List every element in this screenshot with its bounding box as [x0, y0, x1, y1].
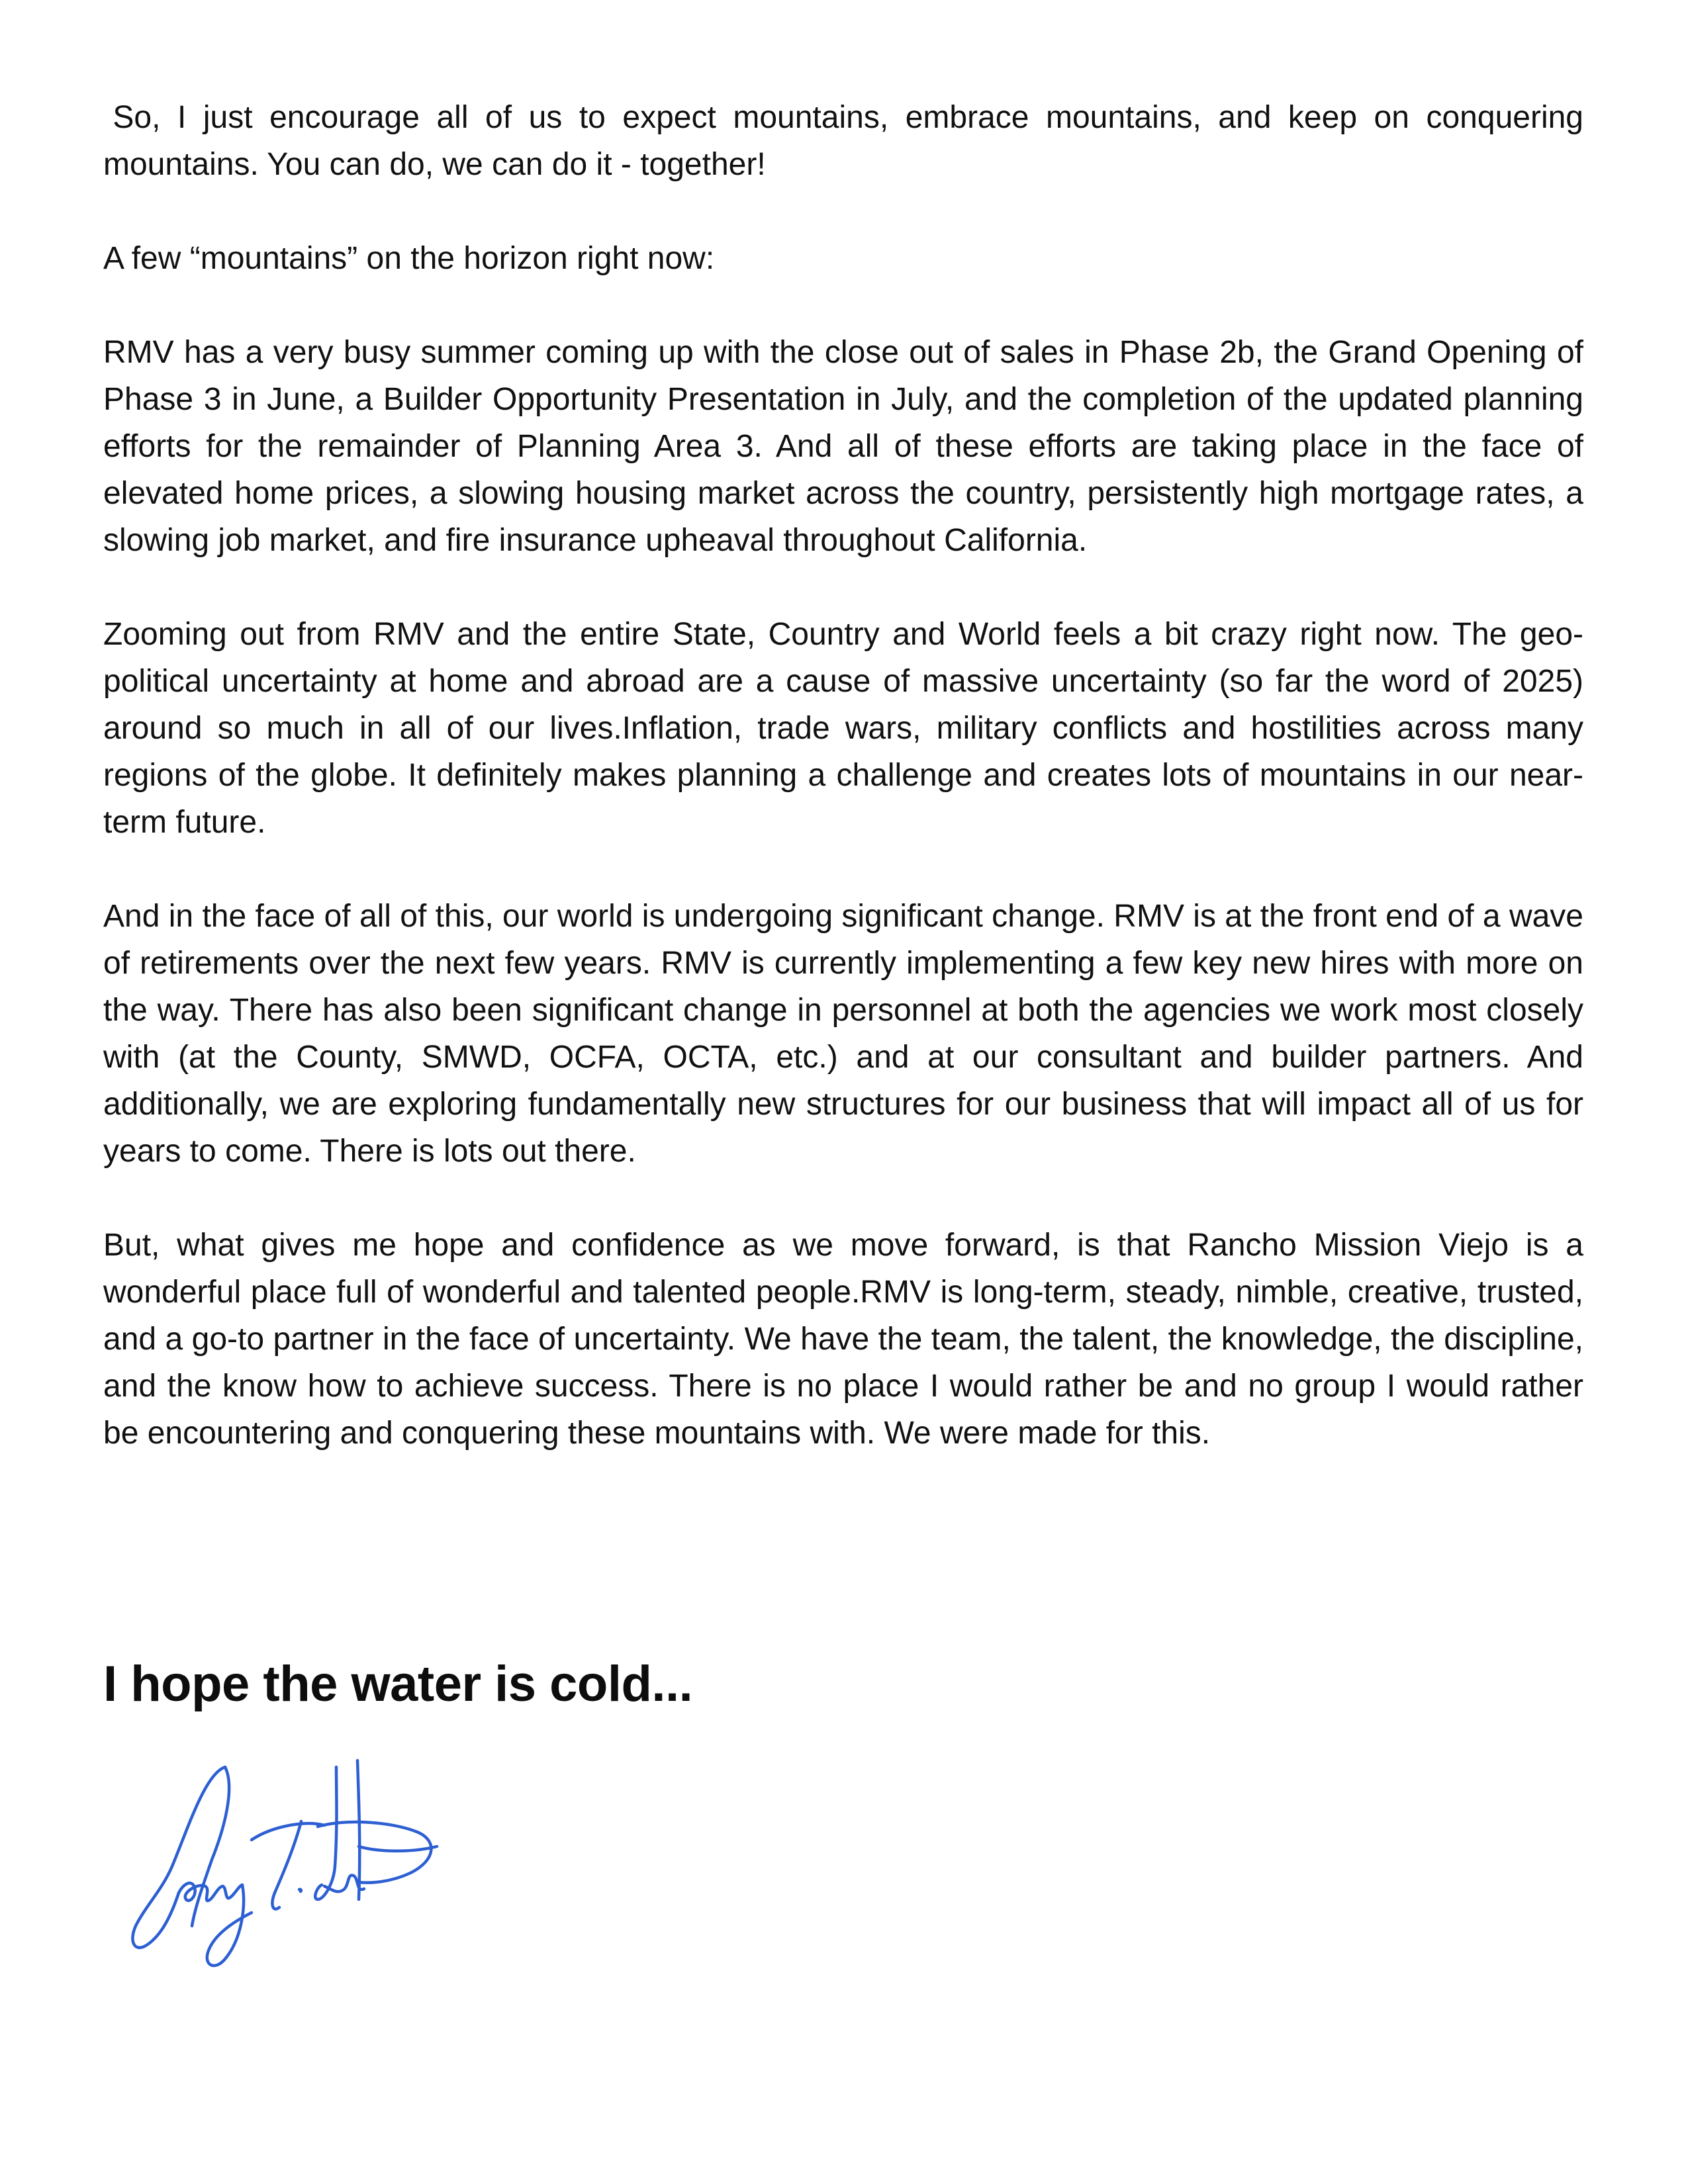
- closing-line: I hope the water is cold...: [103, 1656, 693, 1712]
- paragraph-mountains-intro: A few “mountains” on the horizon right now:: [103, 241, 715, 276]
- paragraph-hope: But, what gives me hope and confidence as we move forward, is that Rancho Mission Viejo is a wonderful place full of wonderful and talented people.RMV is long-term, steady, nimble, creative, trusted, and a go-to partner in the face of uncertainty. We have the team, the talent, the knowledge, the discipline, and the know how to achieve success. There is no place I would rather be and no group I would rather be encountering and conquering these mountains with. We were made for this.: [103, 1228, 1583, 1451]
- letter-body: [103, 94, 1583, 1504]
- paragraph-rmv-summer: RMV has a very busy summer coming up with the close out of sales in Phase 2b, the Grand Opening of Phase 3 in June, a Builder Opportunity Presentation in July, and the completion of the updated planning efforts for the remainder of Planning Area 3. And all of these efforts are taking place in the face of elevated home prices, a slowing housing market across the country, persistently high mortgage rates, a slowing job market, and fire insurance upheaval throughout California.: [103, 335, 1583, 558]
- handwritten-signature: [126, 1747, 496, 1972]
- paragraph-change: And in the face of all of this, our world is undergoing significant change. RMV is at the front end of a wave of retirements over the next few years. RMV is currently implementing a few key new hires with more on the way. There has also been significant change in personnel at both the agencies we work most closely with (at the County, SMWD, OCFA, OCTA, etc.) and at our consultant and builder partners. And additionally, we are exploring fundamentally new structures for our business that will impact all of us for years to come. There is lots out there.: [103, 899, 1583, 1169]
- paragraph-encouragement: So, I just encourage all of us to expect mountains, embrace mountains, and keep on conquering mountains. You can do, we can do it - together!: [103, 100, 1583, 182]
- paragraph-zooming-out: Zooming out from RMV and the entire State, Country and World feels a bit crazy right now. The geo-political uncertainty at home and abroad are a cause of massive uncertainty (so far the word of 2025) around so much in all of our lives.Inflation, trade wars, military conflicts and hostilities across many regions of the globe. It definitely makes planning a challenge and creates lots of mountains in our near-term future.: [103, 617, 1583, 840]
